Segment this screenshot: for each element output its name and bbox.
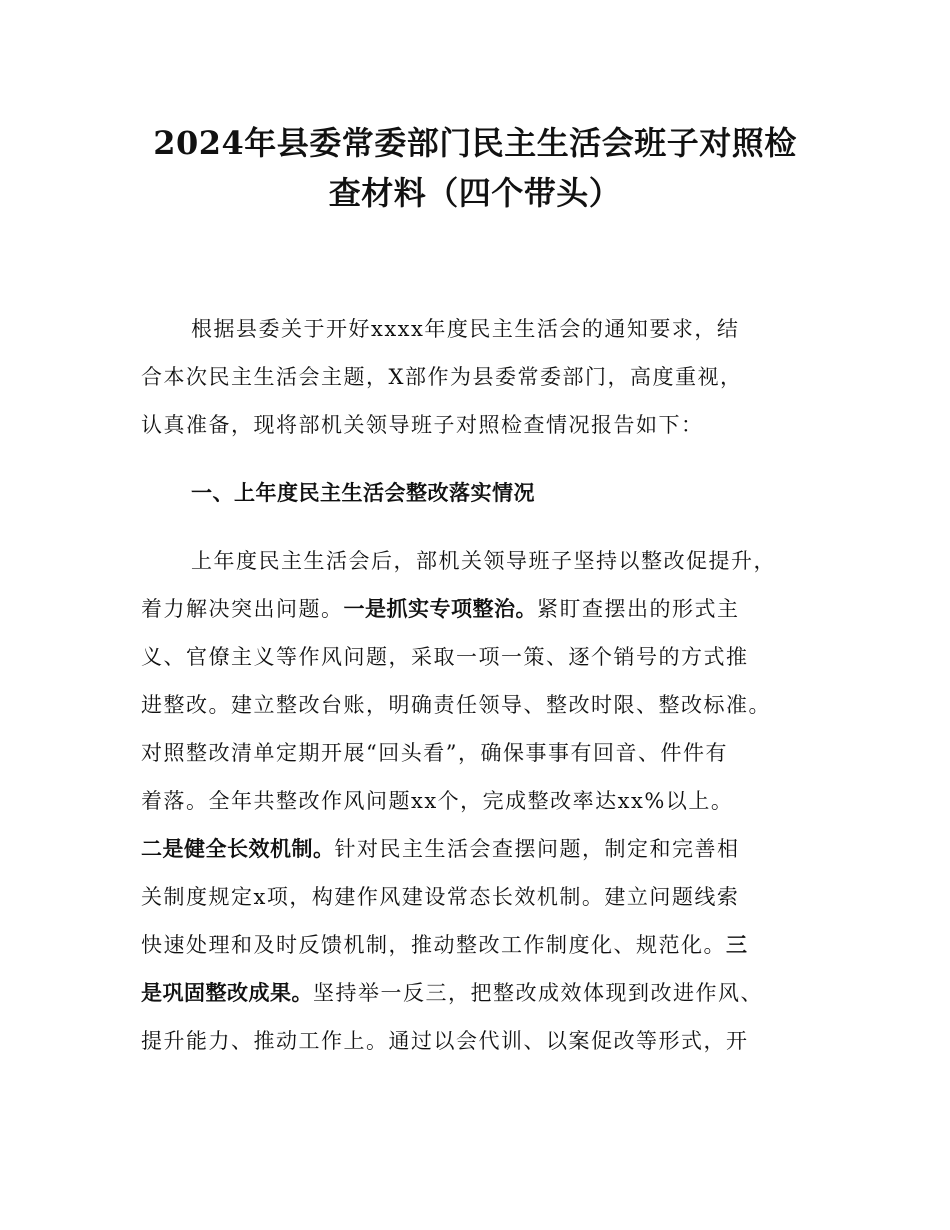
intro-line-1: 根据县委关于开好xxxx年度民主生活会的通知要求，结 (191, 317, 740, 341)
para1-line-6: 着落。全年共整改作风问题xx个，完成整改率达xx%以上。 (141, 789, 734, 813)
para1-text: 着力解决突出问题。 (141, 597, 344, 621)
para1-line-1: 上年度民主生活会后，部机关领导班子坚持以整改促提升， (191, 549, 776, 573)
para1-line-2 (141, 585, 821, 633)
para1-line-9 (141, 921, 821, 969)
para1-text: 坚持举一反三，把整改成效体现到改进作风、 (313, 981, 763, 1005)
point-three-heading-start: 三 (726, 933, 748, 957)
point-three-heading-end: 是巩固整改成果。 (141, 981, 313, 1005)
title-line-1: 2024年县委常委部门民主生活会班子对照检 (153, 124, 797, 162)
para1-line-10 (141, 969, 821, 1017)
para1-line-3: 义、官僚主义等作风问题，采取一项一策、逐个销号的方式推 (141, 645, 749, 669)
para1-line-4: 进整改。建立整改台账，明确责任领导、整改时限、整改标准。 (141, 693, 771, 717)
para1-line-8: 关制度规定x项，构建作风建设常态长效机制。建立问题线索 (141, 885, 740, 909)
point-two-heading: 二是健全长效机制。 (141, 837, 335, 861)
para1-line-7 (141, 825, 821, 873)
para1-line-11: 提升能力、推动工作上。通过以会代训、以案促改等形式，开 (141, 1029, 749, 1053)
para1-text: 快速处理和及时反馈机制，推动整改工作制度化、规范化。 (141, 933, 726, 957)
para1-line-5: 对照整改清单定期开展“回头看”，确保事事有回音、件件有 (141, 741, 728, 765)
para1-text: 紧盯查摆出的形式主 (537, 597, 740, 621)
title-line-2: 查材料（四个带头） (328, 174, 622, 212)
document-body (141, 305, 821, 1065)
point-one-heading: 一是抓实专项整治。 (343, 597, 537, 621)
section-heading-1: 一、上年度民主生活会整改落实情况 (191, 481, 535, 505)
intro-line-3: 认真准备，现将部机关领导班子对照检查情况报告如下： (141, 413, 704, 437)
document-title (120, 118, 830, 218)
para1-text: 针对民主生活会查摆问题，制定和完善相 (334, 837, 740, 861)
intro-line-2: 合本次民主生活会主题，X部作为县委常委部门，高度重视， (141, 365, 743, 389)
